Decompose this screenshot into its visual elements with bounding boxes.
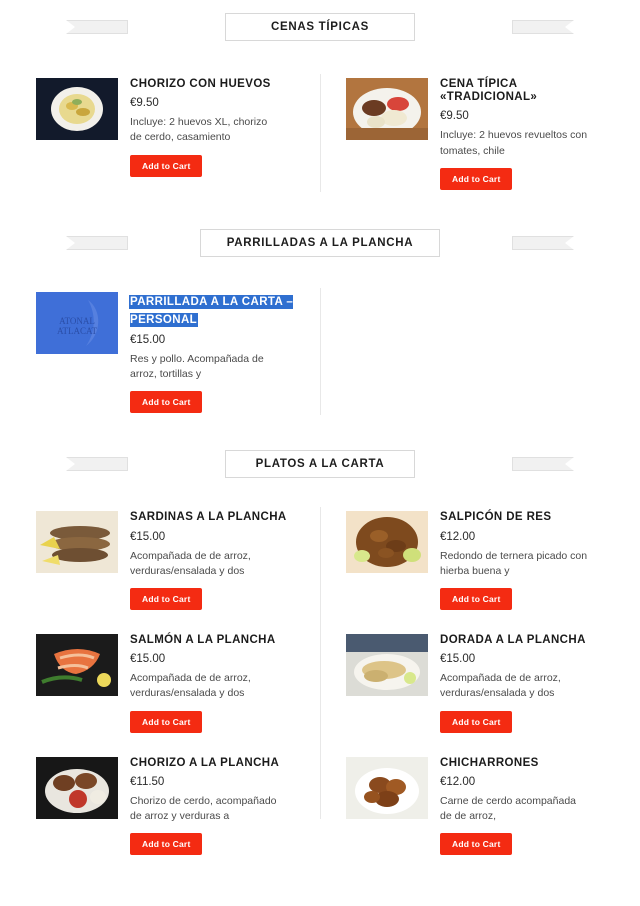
svg-text:ATONAL: ATONAL [59,315,95,326]
add-to-cart-button[interactable]: Add to Cart [440,588,512,610]
section-ribbon [225,450,415,478]
item-body [440,757,590,856]
item-description: Chorizo de cerdo, acompañado de arroz y verduras a [130,794,277,823]
item-description: Res y pollo. Acompañada de arroz, tortillas y [130,352,264,381]
section-ribbon [200,229,441,257]
item-body [440,511,590,610]
item-body [130,511,306,610]
section-gap [0,425,640,447]
item-title: CHORIZO A LA PLANCHA [130,756,280,769]
grilled-dorada-icon [346,634,428,696]
column-divider [320,74,321,192]
menu-item[interactable] [36,745,320,868]
menu-item[interactable] [36,280,320,425]
item-title: SALPICÓN DE RES [440,511,552,524]
plate-rice-icon [36,78,118,140]
typical-dinner-icon [346,78,428,140]
item-body [440,634,590,733]
restaurant-logo-icon [36,292,118,354]
menu-item[interactable] [36,622,320,745]
item-title: SARDINAS A LA PLANCHA [130,511,287,524]
ribbon-tail-right [512,20,574,34]
menu-item[interactable] [320,622,604,745]
item-thumbnail [346,511,428,573]
item-thumbnail [346,634,428,696]
beef-salpicon-icon [346,511,428,573]
item-title: CHICHARRONES [440,756,539,769]
items-grid-platos [0,499,640,850]
item-price: €12.00 [440,775,476,788]
menu-item[interactable] [36,66,320,202]
item-description: Acompañada de de arroz, verduras/ensalada y dos [440,672,561,700]
item-title: CHORIZO CON HUEVOS [130,78,271,90]
add-to-cart-button[interactable]: Add to Cart [440,168,512,190]
section-title: CENAS TÍPICAS [271,21,369,33]
item-price: €12.00 [440,530,476,543]
add-to-cart-button[interactable]: Add to Cart [440,833,512,855]
item-thumbnail [36,78,118,140]
ribbon-tail-right [512,457,574,471]
item-body [440,78,590,190]
menu-item[interactable] [320,66,604,202]
section-header-platos [120,447,520,481]
item-description: Redondo de ternera picado con hierba buena y [440,549,588,577]
item-body [130,757,306,856]
item-price: €11.50 [130,775,165,788]
item-body [130,78,306,190]
item-price: €9.50 [130,97,159,110]
section-header-parrilladas [120,226,520,260]
item-price: €15.00 [130,333,166,346]
ribbon-tail-left [66,236,128,250]
add-to-cart-button[interactable]: Add to Cart [130,391,202,413]
ribbon-tail-right [512,236,574,250]
item-price: €9.50 [440,110,469,123]
item-thumbnail [346,78,428,140]
item-thumbnail [346,757,428,819]
svg-text:ATLACAT: ATLACAT [57,325,97,336]
add-to-cart-button[interactable]: Add to Cart [440,711,512,733]
items-grid-cenas-tipicas [0,66,640,202]
section-title: PLATOS A LA CARTA [255,458,385,471]
item-body [130,292,306,413]
items-grid-parrilladas [0,280,640,425]
menu-item[interactable] [36,499,320,622]
item-description: Carne de cerdo acompañada de de arroz, [440,794,577,823]
item-body [130,634,306,733]
column-divider [320,507,321,819]
section-title: PARRILLADAS A LA PLANCHA [226,236,414,249]
item-title: DORADA A LA PLANCHA [440,633,586,646]
ribbon-tail-left [66,457,128,471]
empty-cell [320,280,604,425]
item-price: €15.00 [440,653,476,666]
section-gap [0,202,640,226]
grilled-salmon-icon [36,634,118,696]
item-thumbnail [36,634,118,696]
menu-item[interactable] [320,499,604,622]
add-to-cart-button[interactable]: Add to Cart [130,833,202,855]
item-thumbnail [36,757,118,819]
item-thumbnail [36,292,118,354]
item-description: Acompañada de de arroz, verduras/ensalada y dos [130,549,251,577]
item-description: Acompañada de de arroz, verduras/ensalada y dos [130,672,251,700]
ribbon-tail-left [66,20,128,34]
item-description: Incluye: 2 huevos XL, chorizo de cerdo, casamiento [130,116,268,144]
item-price: €15.00 [130,653,166,666]
column-divider [320,288,321,415]
item-price: €15.00 [130,530,166,543]
item-title: PARRILLADA A LA CARTA – PERSONAL [130,295,294,326]
section-ribbon [225,13,415,41]
add-to-cart-button[interactable]: Add to Cart [130,155,202,177]
item-description: Incluye: 2 huevos revueltos con tomates, chile [440,129,588,157]
menu-item[interactable] [320,745,604,868]
section-header-cenas-tipicas [120,10,520,44]
grilled-chorizo-icon [36,757,118,819]
item-title: SALMÓN A LA PLANCHA [130,633,276,646]
item-thumbnail [36,511,118,573]
add-to-cart-button[interactable]: Add to Cart [130,711,202,733]
chicharrones-icon [346,757,428,819]
item-title: CENA TÍPICA «TRADICIONAL» [440,78,538,104]
add-to-cart-button[interactable]: Add to Cart [130,588,202,610]
grilled-sardines-icon [36,511,118,573]
